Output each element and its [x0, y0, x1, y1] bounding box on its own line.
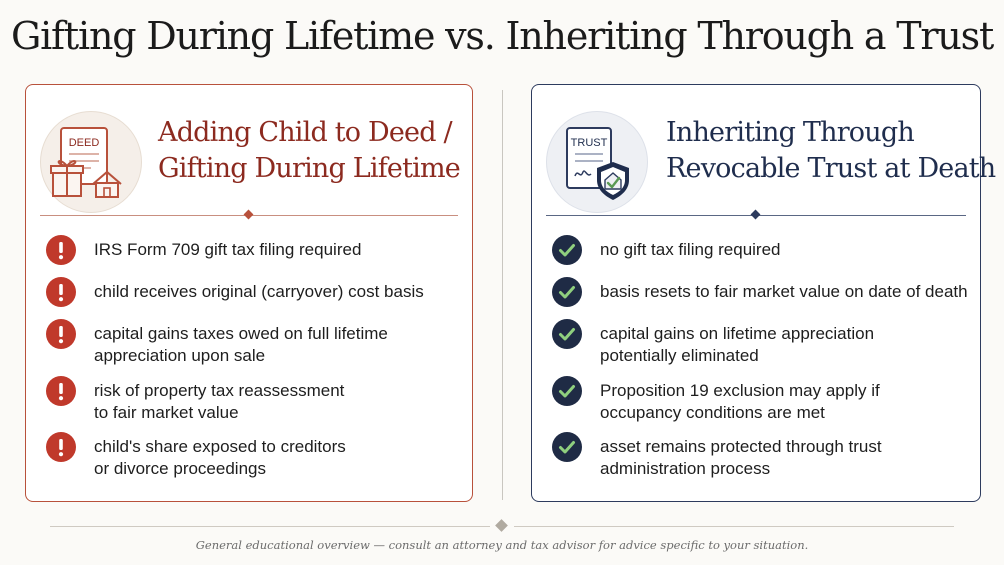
gifting-card-title [158, 115, 460, 187]
check-icon [552, 376, 582, 406]
deed-badge-label: DEED [68, 137, 100, 149]
gifting-title-line-1: Adding Child to Deed / [158, 117, 452, 148]
deed-gift-house-icon [40, 111, 142, 213]
warning-icon [46, 277, 76, 307]
warning-icon [46, 319, 76, 349]
warning-icon [46, 235, 76, 265]
footer-disclaimer: General educational overview — consult an attorney and tax advisor for advice specific to your situation. [195, 538, 809, 552]
gifting-title-line-2: Gifting During Lifetime [158, 153, 460, 184]
trust-badge-label: TRUST [570, 137, 608, 149]
footer-diamond [495, 519, 508, 532]
trust-title-line-1: Inheriting Through [666, 117, 914, 148]
trust-card-title [666, 115, 995, 187]
center-divider [502, 90, 503, 500]
check-icon [552, 235, 582, 265]
trust-shield-icon [546, 111, 648, 213]
check-icon [552, 277, 582, 307]
check-icon [552, 319, 582, 349]
trust-divider [546, 215, 966, 216]
trust-title-line-2: Revocable Trust at Death [666, 153, 996, 184]
check-icon [552, 432, 582, 462]
trust-card: TRUST Inheriting Through Revocable Trust at Death no gift tax filing required basis resets to fair market value on date of death capital gains on lifetime appreciation potentially eliminated Proposition 19 exclusion may apply if occupancy conditions are met asset remains protected through trust administration process [531, 84, 981, 502]
page-title: Gifting During Lifetime vs. Inheriting Through a Trust [10, 14, 994, 58]
footer-rule-left [50, 526, 490, 527]
gifting-card: DEED Adding Child to Deed / Gifting During Lifetime IRS Form 709 gift tax filing required child receives original (carryover) cost basis capital gains taxes owed on full lifetime appreciation upon sale risk of property tax reassessment to fair market value child's share exposed to creditors or divorce proceedings [25, 84, 473, 502]
footer-rule-right [514, 526, 954, 527]
warning-icon [46, 376, 76, 406]
gifting-divider [40, 215, 458, 216]
warning-icon [46, 432, 76, 462]
